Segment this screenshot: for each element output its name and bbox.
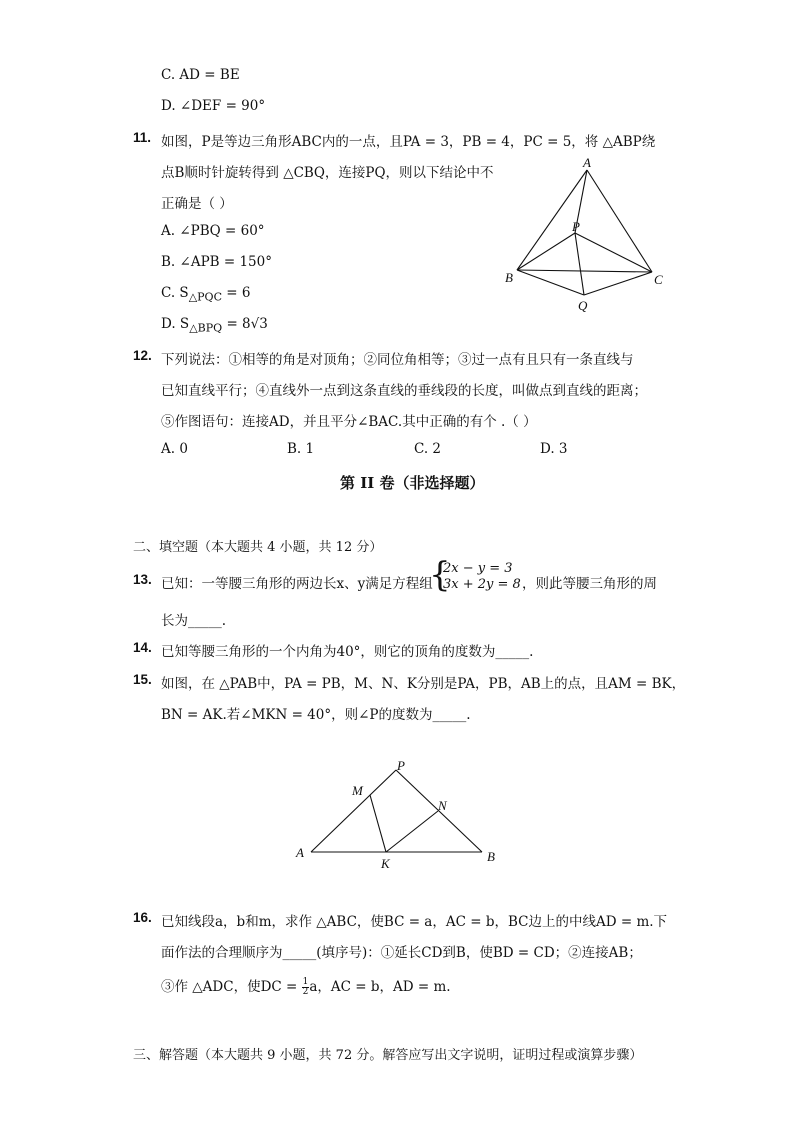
q13-number: 13. [133,572,152,587]
q11-text-line2: 点B顺时针旋转得到 △CBQ，连接PQ，则以下结论中不 [161,165,494,181]
q16-line3-suffix: a，AC = b，AD = m. [309,979,451,995]
section-three-header: 三、解答题（本大题共 9 小题，共 72 分。解答应写出文字说明，证明过程或演算步骤） [133,1048,643,1063]
label-B: B [505,270,513,285]
q11-option-c-suffix: = 6 [221,285,251,301]
q13-text-line2: 长为_____. [161,613,227,629]
segment-PQ [575,233,584,295]
q10-option-d: D. ∠DEF = 90° [161,98,266,114]
q12-option-d: D. 3 [540,441,568,457]
q13-text-suffix: ，则此等腰三角形的周 [522,576,657,592]
fraction-numerator: 1 [302,977,309,987]
q14-text: 已知等腰三角形的一个内角为40°，则它的顶角的度数为_____. [161,644,534,660]
segment-BQ [517,270,584,295]
segment-MK [370,795,386,852]
label-A: A [296,845,304,860]
q15-text-line2: BN = AK.若∠MKN = 40°，则∠P的度数为_____. [161,707,471,723]
label-N: N [438,798,447,813]
label-B: B [487,849,495,864]
label-A: A [583,155,591,170]
q11-option-d [161,316,268,335]
q12-text-line2: 已知直线平行；④直线外一点到这条直线的垂线段的长度，叫做点到直线的距离； [161,383,647,399]
q12-option-c: C. 2 [414,441,442,457]
q11-option-a: A. ∠PBQ = 60° [161,223,265,239]
fraction-denominator: 2 [302,987,309,997]
segment-AC [587,170,652,272]
q10-option-c: C. AD = BE [161,67,240,83]
q13-equation-2: 3x + 2y = 8 [443,577,521,592]
q11-option-b: B. ∠APB = 150° [161,254,272,270]
q15-number: 15. [133,672,152,687]
q11-number: 11. [133,130,152,145]
q13-equation-1: 2x − y = 3 [443,561,513,576]
label-C: C [654,272,663,287]
segment-BP [517,233,575,270]
q16-number: 16. [133,910,152,925]
q11-option-d-sub: △BPQ [189,321,223,335]
q16-text-line3 [161,975,451,997]
label-P: P [397,758,405,773]
q15-text-line1: 如图，在 △PAB中，PA = PB，M、N、K分别是PA，PB，AB上的点，且AM = BK， [161,676,686,692]
segment-CQ [584,272,652,295]
q12-option-a: A. 0 [161,441,188,457]
label-K: K [381,856,390,871]
q12-number: 12. [133,348,152,363]
label-Q: Q [578,298,588,313]
q12-option-b: B. 1 [287,441,315,457]
q11-option-c-prefix: C. S [161,285,189,301]
q11-option-c [161,285,250,304]
part-two-title: 第 II 卷（非选择题） [340,474,485,492]
q11-text-line1: 如图，P是等边三角形ABC内的一点，且PA = 3，PB = 4，PC = 5，将 △ABP绕 [161,134,656,150]
q14-number: 14. [133,640,152,655]
q11-option-d-prefix: D. S [161,316,190,332]
q11-figure [500,155,675,315]
segment-NK [386,811,438,852]
q16-text-line1: 已知线段a，b和m，求作 △ABC，使BC = a，AC = b，BC边上的中线AD = m.下 [161,914,668,930]
q16-text-line2: 面作法的合理顺序为_____(填序号)：①延长CD到B，使BD = CD；②连接AB； [161,945,642,961]
section-two-header: 二、填空题（本大题共 4 小题，共 12 分） [133,540,383,555]
q12-text-line1: 下列说法：①相等的角是对顶角；②同位角相等；③过一点有且只有一条直线与 [161,352,634,368]
q11-option-d-suffix: = 8√3 [222,316,268,332]
q11-option-c-sub: △PQC [188,290,222,304]
q13-text-line1: 已知：一等腰三角形的两边长x、y满足方程组 [161,576,433,592]
label-P: P [572,219,580,234]
q11-text-line3: 正确是（ ） [161,196,233,212]
segment-BC [517,270,652,272]
q15-figure [290,755,505,875]
q16-line3-prefix: ③作 △ADC，使DC = [161,979,302,995]
label-M: M [352,783,363,798]
q13-system-brace: { [429,555,451,595]
segment-CP [575,233,652,272]
q12-text-line3: ⑤作图语句：连接AD，并且平分∠BAC.其中正确的有个 .（ ） [161,414,537,430]
